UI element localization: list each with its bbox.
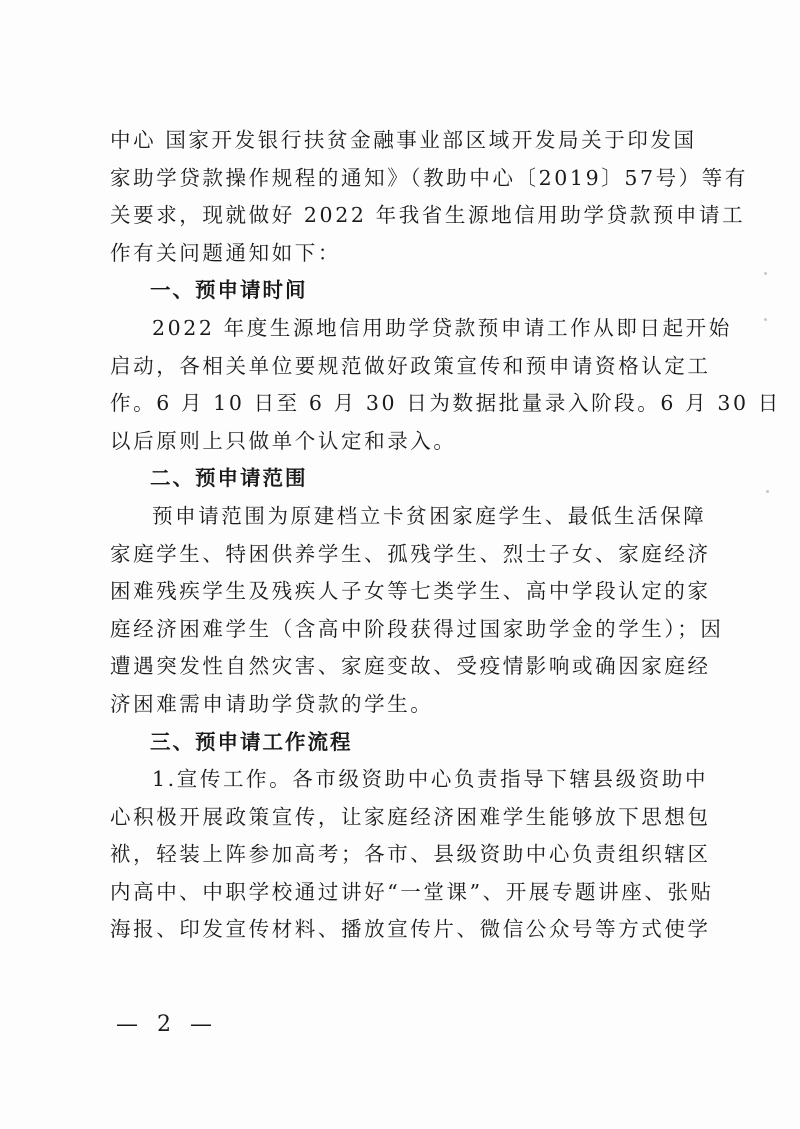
- body-line: 袱，轻装上阵参加高考；各市、县级资助中心负责组织辖区: [110, 842, 711, 867]
- body-line: 心积极开展政策宣传，让家庭经济困难学生能够放下思想包: [110, 804, 711, 829]
- body-line: 1.宣传工作。各市级资助中心负责指导下辖县级资助中: [152, 767, 709, 792]
- body-line: 关要求，现就做好 2022 年我省生源地信用助学贷款预申请工: [110, 203, 746, 228]
- section-heading-process: 三、预申请工作流程: [150, 729, 353, 754]
- section-heading-time: 一、预申请时间: [150, 278, 308, 303]
- body-line: 启动，各相关单位要规范做好政策宣传和预申请资格认定工: [110, 353, 711, 378]
- scan-speck: [764, 272, 767, 275]
- scan-speck: [764, 318, 767, 321]
- body-line: 家助学贷款操作规程的通知》（教助中心〔2019〕57号）等有: [110, 165, 749, 190]
- document-body: [110, 122, 781, 949]
- body-line: 困难残疾学生及残疾人子女等七类学生、高中学段认定的家: [110, 579, 711, 604]
- body-line: 作有关问题通知如下：: [110, 240, 341, 265]
- body-line: 以后原则上只做单个认定和录入。: [110, 428, 457, 453]
- body-line: 庭经济困难学生（含高中阶段获得过国家助学金的学生）；因: [110, 616, 724, 641]
- body-line: 内高中、中职学校通过讲好“一堂课”、开展专题讲座、张贴: [110, 879, 714, 904]
- section-heading-scope: 二、预申请范围: [150, 466, 308, 491]
- body-line: 2022 年度生源地信用助学贷款预申请工作从即日起开始: [152, 315, 732, 340]
- body-line: 济困难需申请助学贷款的学生。: [110, 691, 434, 716]
- body-line: 作。6 月 10 日至 6 月 30 日为数据批量录入阶段。6 月 30 日: [110, 391, 781, 416]
- page-number: — 2 —: [116, 1012, 218, 1037]
- scan-speck: [766, 490, 769, 493]
- body-line: 预申请范围为原建档立卡贫困家庭学生、最低生活保障: [152, 503, 707, 528]
- body-line: 家庭学生、特困供养学生、孤残学生、烈士子女、家庭经济: [110, 541, 711, 566]
- body-line: 中心 国家开发银行扶贫金融事业部区域开发局关于印发国: [110, 128, 697, 152]
- body-line: 海报、印发宣传材料、播放宣传片、微信公众号等方式使学: [110, 917, 711, 942]
- body-line: 遭遇突发性自然灾害、家庭变故、受疫情影响或确因家庭经: [110, 654, 711, 679]
